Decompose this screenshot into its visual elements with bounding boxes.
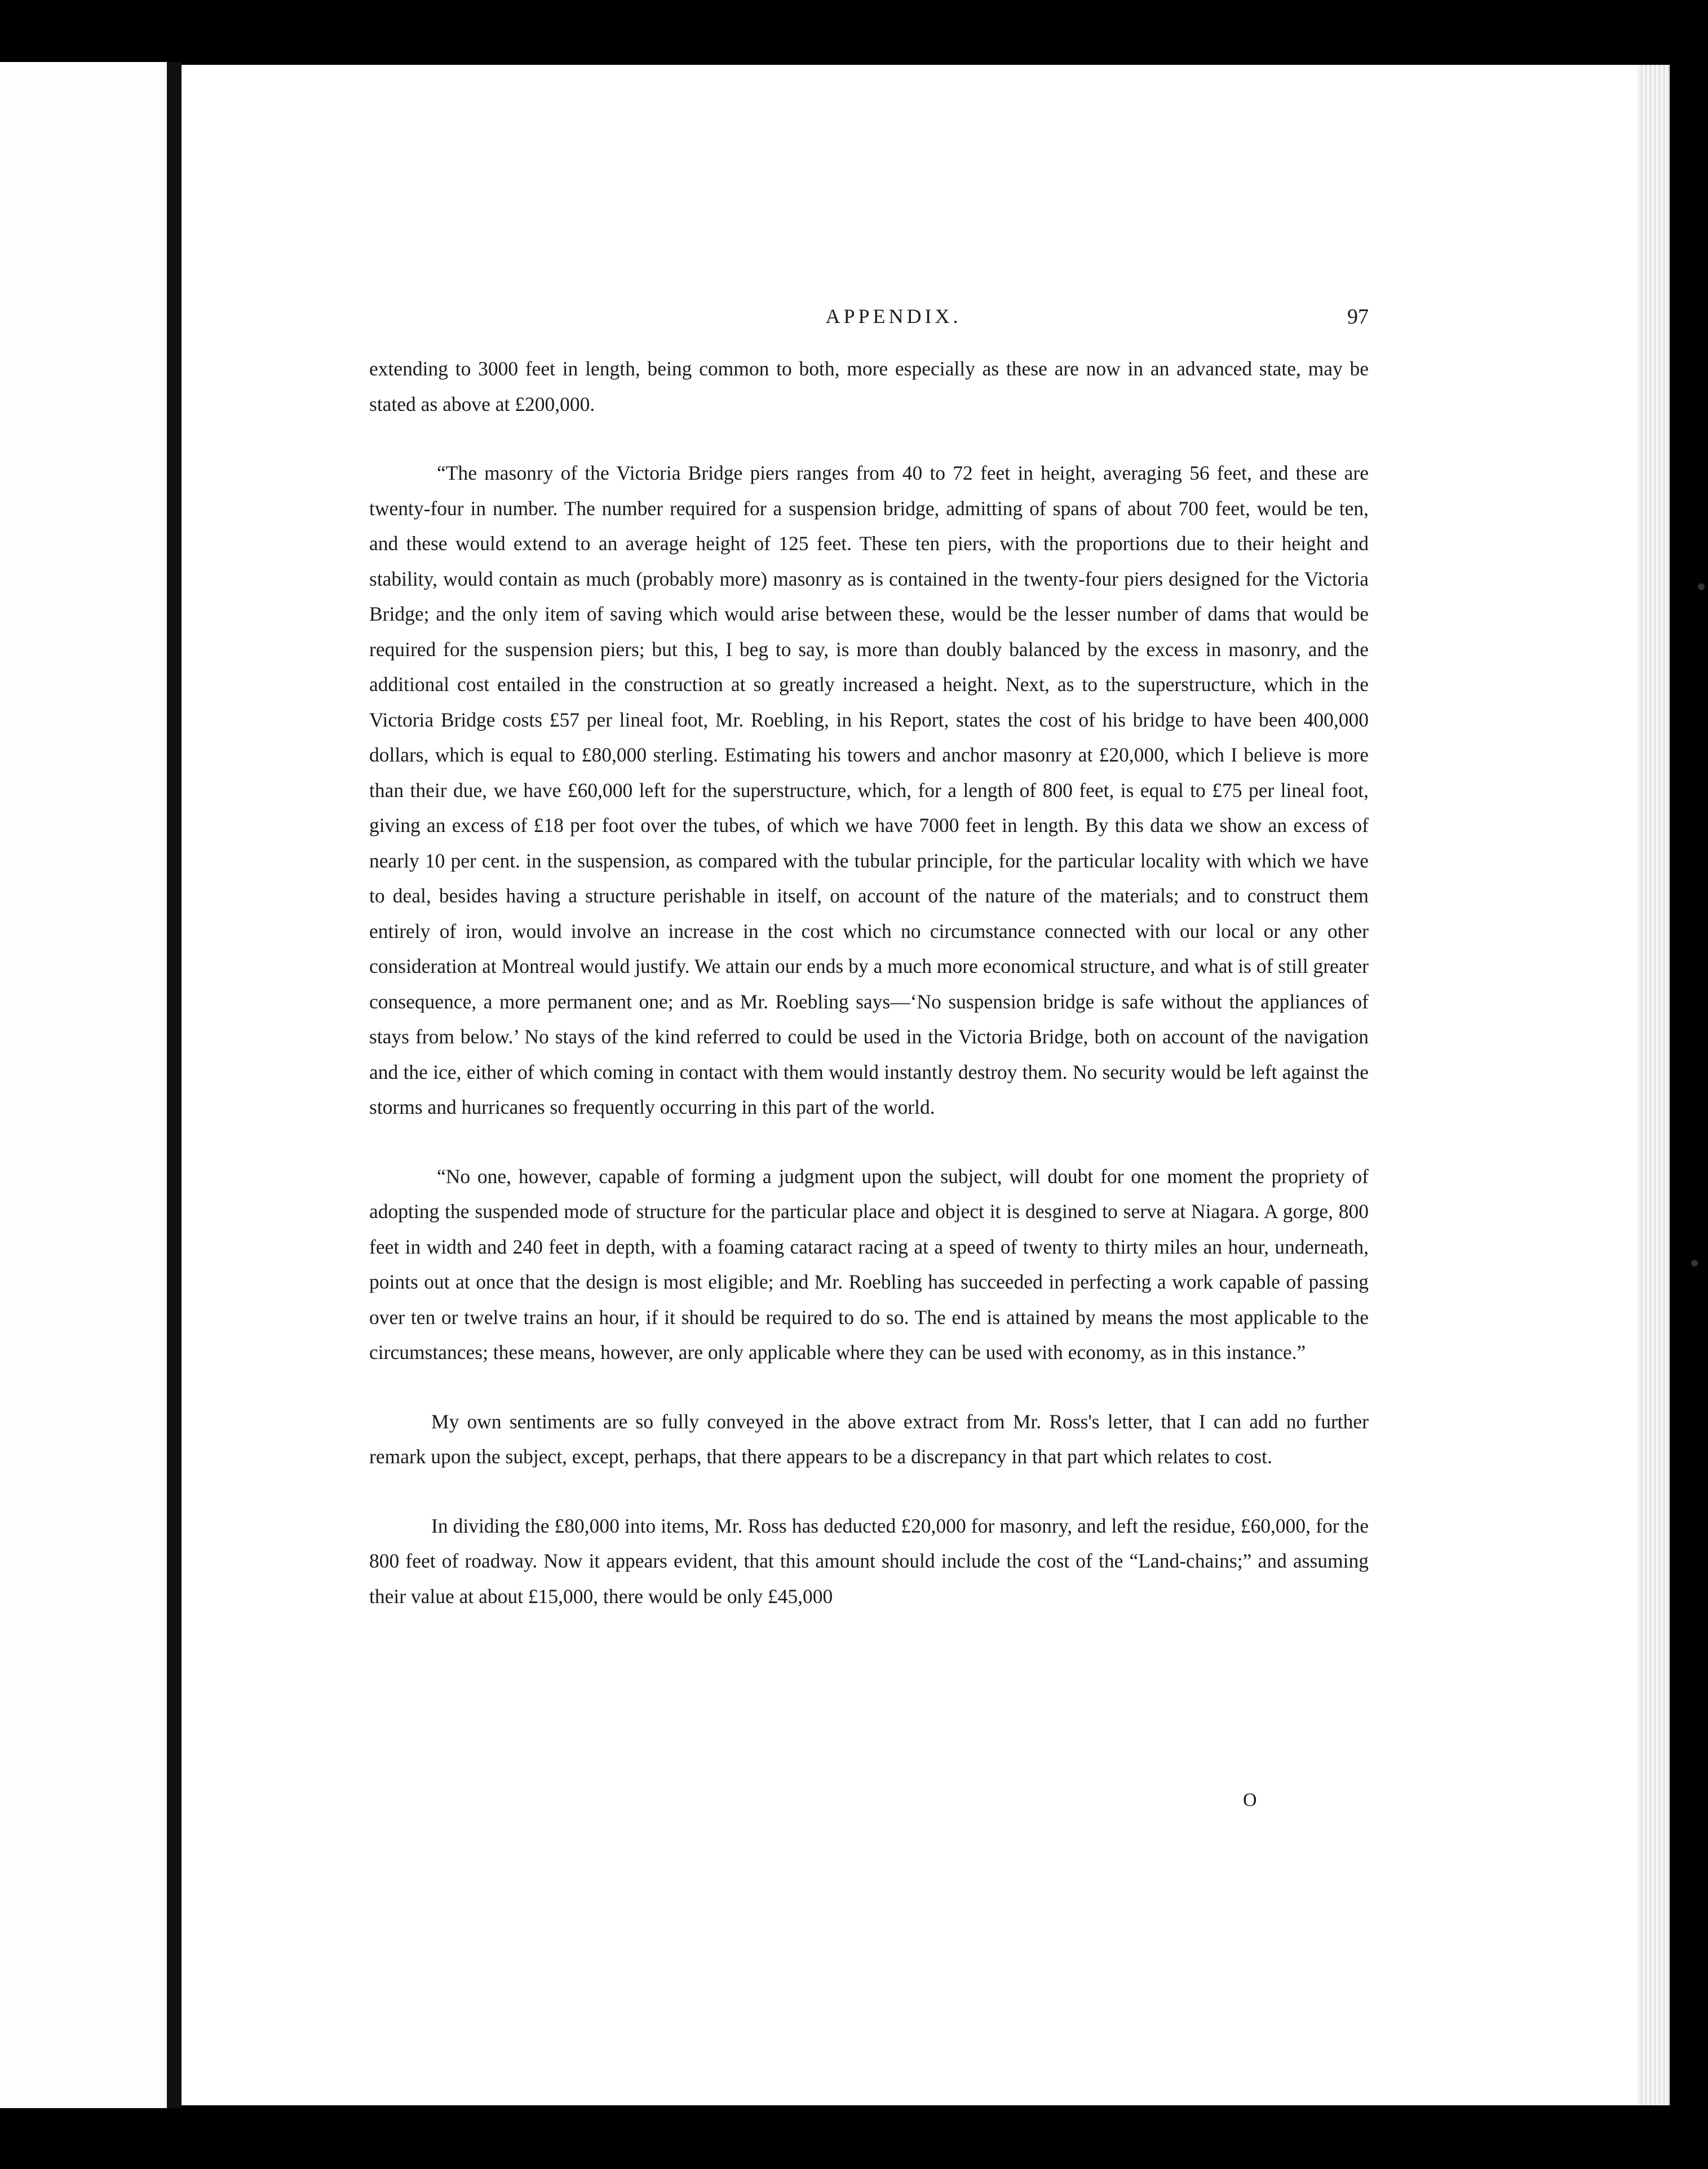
- page-number: 97: [1347, 305, 1369, 329]
- facing-page-edge: [0, 62, 169, 2108]
- scan-speck: [1698, 583, 1705, 590]
- book-gutter: [167, 62, 182, 2108]
- paragraph-continuation: extending to 3000 feet in length, being common to both, more especially as these are now in an advanced state, may be stated as above at £200,000.: [369, 357, 1369, 415]
- signature-mark: O: [1243, 1790, 1257, 1811]
- paragraph-sentiments: My own sentiments are so fully conveyed in the above extract from Mr. Ross's letter, that I can add no further remark upon the subject, except, perhaps, that there appears to be a discrepancy in that part which relates to cost.: [369, 1410, 1369, 1468]
- scan-speck: [1691, 1260, 1698, 1267]
- running-title: APPENDIX.: [825, 305, 962, 327]
- body-text: [369, 351, 1369, 1614]
- paragraph-quote-masonry: “The masonry of the Victoria Bridge piers ranges from 40 to 72 feet in height, averaging 56 feet, and these are twenty-four in number. The number required for a suspension bridge, admitting of spans of about 700 feet, would be ten, and these would extend to an average height of 125 feet. These ten piers, with the proportions due to their height and stability, would contain as much (probably more) masonry as is contained in the twenty-four piers designed for the Victoria Bridge; and the only item of saving which would arise between these, would be the lesser number of dams that would be required for the suspension piers; but this, I beg to say, is more than doubly balanced by the excess in masonry, and the additional cost entailed in the construction at so greatly increased a height. Next, as to the superstructure, which in the Victoria Bridge costs £57 per lineal foot, Mr. Roebling, in his Report, states the cost of his bridge to have been 400,000 dollars, which is equal to £80,000 sterling. Estimating his towers and anchor masonry at £20,000, which I believe is more than their due, we have £60,000 left for the superstructure, which, for a length of 800 feet, is equal to £75 per lineal foot, giving an excess of £18 per foot over the tubes, of which we have 7000 feet in length. By this data we show an excess of nearly 10 per cent. in the suspension, as compared with the tubular principle, for the particular locality with which we have to deal, besides having a structure perishable in itself, on account of the nature of the materials; and to construct them entirely of iron, would involve an increase in the cost which no circumstance connected with our local or any other consideration at Montreal would justify. We attain our ends by a much more economical structure, and what is of still greater consequence, a more permanent one; and as Mr. Roebling says—‘No suspension bridge is safe without the appliances of stays from below.’ No stays of the kind referred to could be used in the Victoria Bridge, both on account of the navigation and the ice, either of which coming in contact with them would instantly destroy them. No security would be left against the storms and hurricanes so frequently occurring in this part of the world.: [369, 462, 1369, 1118]
- paragraph-dividing-cost: In dividing the £80,000 into items, Mr. Ross has deducted £20,000 for masonry, and left the residue, £60,000, for the 800 feet of roadway. Now it appears evident, that this amount should include the cost of the “Land-chains;” and assuming their value at about £15,000, there would be only £45,000: [369, 1514, 1369, 1608]
- page-header: [369, 304, 1369, 338]
- paragraph-quote-niagara: “No one, however, capable of forming a judgment upon the subject, will doubt for one moment the propriety of adopting the suspended mode of structure for the particular place and object it is desgined to serve at Niagara. A gorge, 800 feet in width and 240 feet in depth, with a foaming cataract racing at a speed of twenty to thirty miles an hour, underneath, points out at once that the design is most eligible; and Mr. Roebling has succeeded in perfecting a work capable of passing over ten or twelve trains an hour, if it should be required to do so. The end is attained by means the most applicable to the circumstances; these means, however, are only applicable where they can be used with economy, as in this instance.”: [369, 1165, 1369, 1364]
- page-stack-edge: [1638, 65, 1670, 2105]
